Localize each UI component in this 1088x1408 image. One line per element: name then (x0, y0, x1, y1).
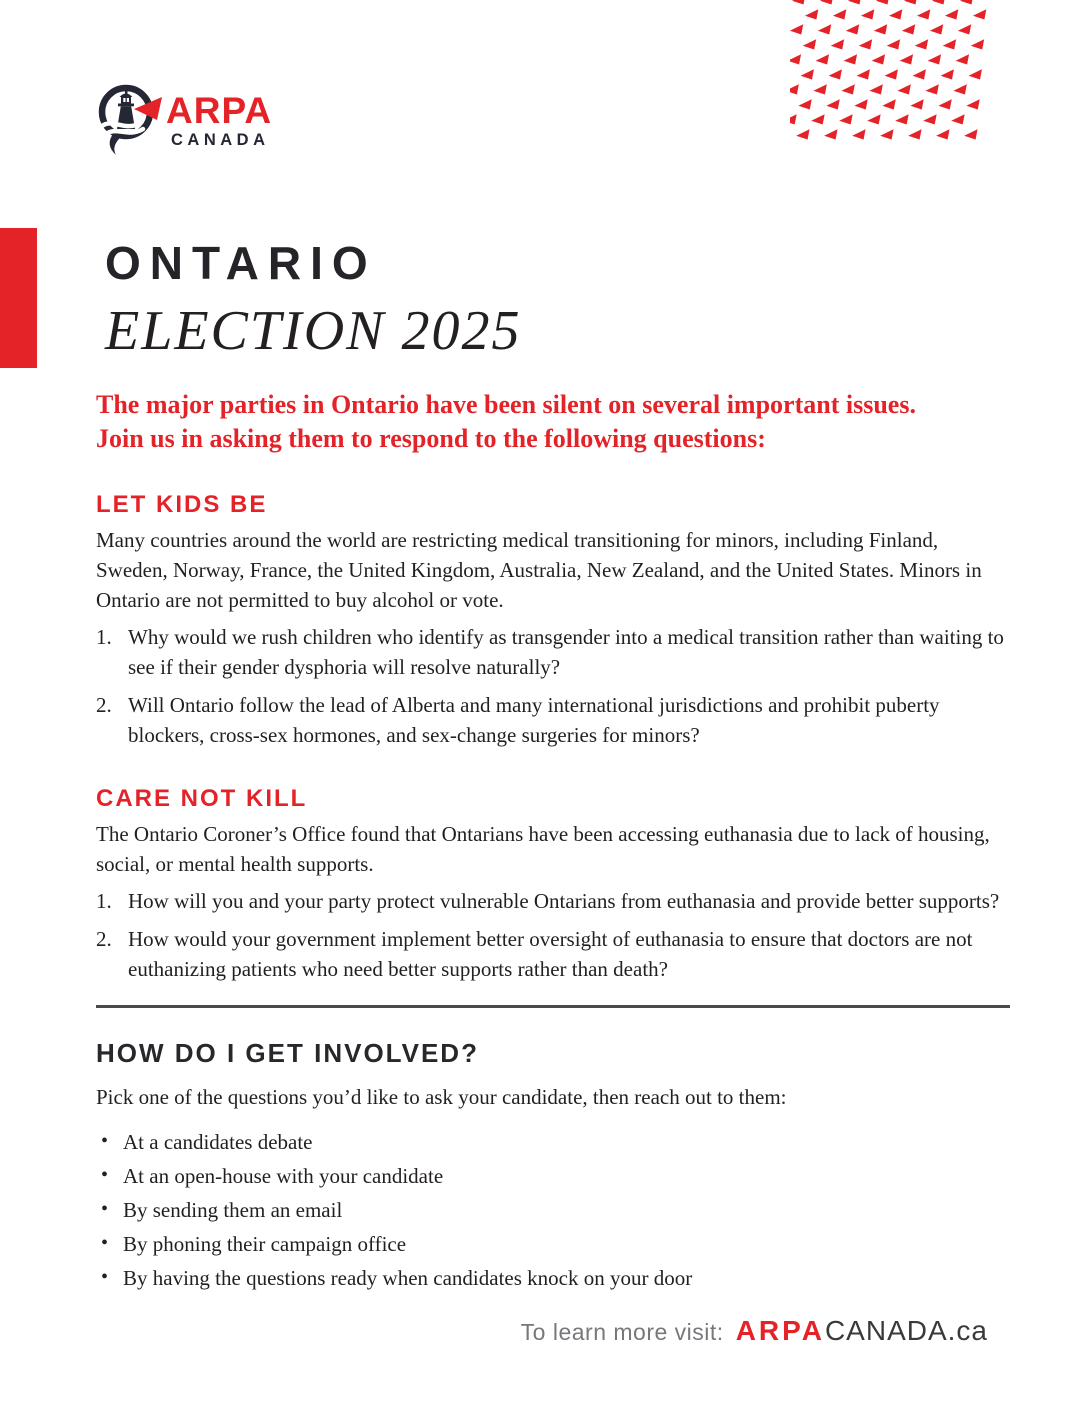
triangle-pattern-svg (790, 0, 992, 142)
footer-brand-canada: CANADA.ca (824, 1315, 988, 1346)
lighthouse-logo-icon (94, 82, 284, 164)
logo-arpa-text: ARPA (166, 90, 273, 131)
intro-statement (96, 388, 1010, 456)
footer-brand-arpa: ARPA (735, 1315, 825, 1346)
footer (521, 1315, 988, 1347)
option-item: • At a candidates debate (96, 1127, 1010, 1157)
main-content (96, 388, 1010, 1297)
involvement-intro: Pick one of the questions you’d like to ask your candidate, then reach out to them: (96, 1085, 787, 1109)
masthead (105, 237, 522, 362)
option-item: • At an open-house with your candidate (96, 1161, 1010, 1191)
section-heading-let-kids-be: LET KIDS BE (96, 491, 268, 518)
logo-canada-text: CANADA (171, 131, 270, 149)
questions-list-care-not-kill (96, 886, 1010, 984)
arpa-canada-logo (94, 82, 284, 169)
intro-line-1: The major parties in Ontario have been silent on several important issues. (96, 390, 916, 419)
triangle-pattern (790, 0, 992, 142)
question-item: Will Ontario follow the lead of Alberta and many international jurisdictions and prohibit puberty blockers, cross-sex hormones, and sex-change surgeries for minors? (128, 693, 940, 747)
option-item: • By having the questions ready when candidates knock on your door (96, 1263, 1010, 1293)
page-title: ELECTION 2025 (105, 300, 522, 362)
question-item: How will you and your party protect vulnerable Ontarians from euthanasia and provide better supports? (128, 889, 1000, 913)
option-item: • By sending them an email (96, 1195, 1010, 1225)
footer-prompt: To learn more visit: (520, 1319, 724, 1345)
section-divider (96, 1005, 1010, 1008)
involvement-options-list (96, 1127, 1010, 1293)
question-item: Why would we rush children who identify as transgender into a medical transition rather than waiting to see if their gender dysphoria will resolve naturally? (128, 625, 1004, 679)
question-item: How would your government implement better oversight of euthanasia to ensure that doctors are not euthanizing patients who need better supports rather than death? (128, 927, 973, 981)
involvement-heading: HOW DO I GET INVOLVED? (96, 1038, 479, 1068)
option-item: • By phoning their campaign office (96, 1229, 1010, 1259)
section-heading-care-not-kill: CARE NOT KILL (96, 785, 308, 812)
masthead-kicker: ONTARIO (105, 237, 377, 289)
questions-list-let-kids-be (96, 622, 1010, 750)
section-body-let-kids-be: Many countries around the world are restricting medical transitioning for minors, including Finland, Sweden, Norway, France, the United Kingdom, Australia, New Zealand, and the United States. Minors in Ontario are not permitted to buy alcohol or vote. (96, 528, 982, 612)
red-accent-bar (0, 228, 37, 368)
section-body-care-not-kill: The Ontario Coroner’s Office found that Ontarians have been accessing euthanasia due to lack of housing, social, or mental health supports. (96, 822, 990, 876)
intro-line-2: Join us in asking them to respond to the following questions: (96, 424, 766, 453)
